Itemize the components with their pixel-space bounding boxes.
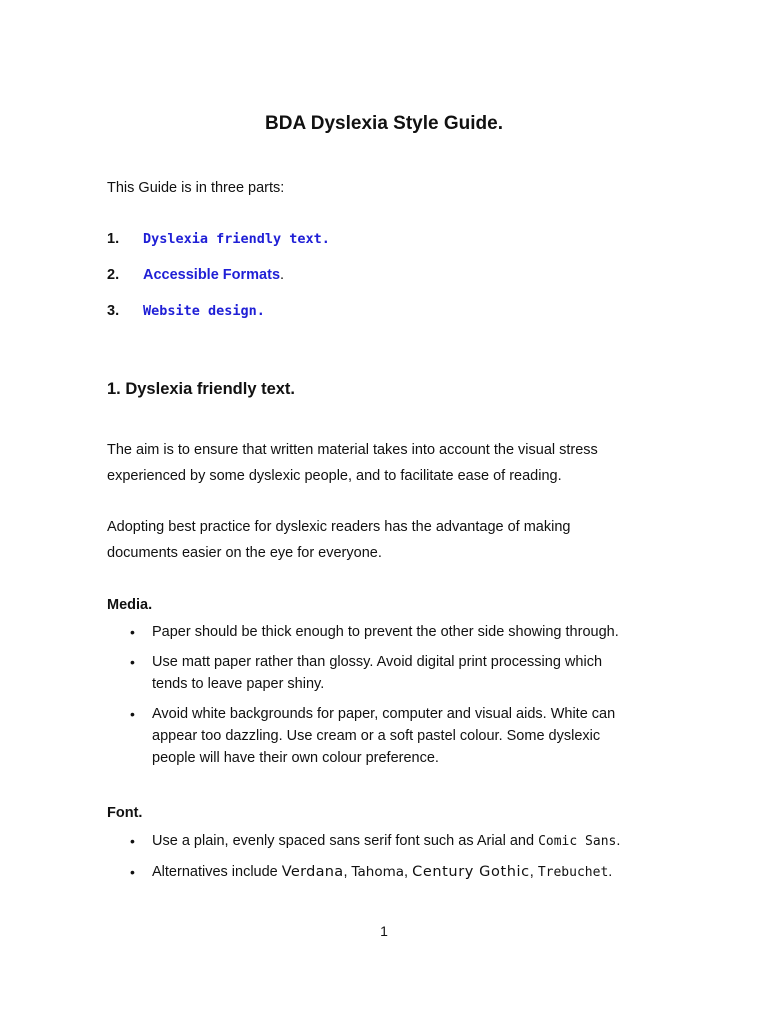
part-number-1: 1. [107, 231, 120, 247]
part-link-accessible-formats[interactable]: Accessible Formats [143, 267, 281, 283]
page-number: 1 [380, 923, 388, 939]
media-bullet-3-line1: Avoid white backgrounds for paper, computer and visual aids. White can [152, 706, 616, 722]
media-bullet-2-line2: tends to leave paper shiny. [152, 676, 325, 692]
intro-text: This Guide is in three parts: [107, 180, 285, 196]
para2-line2: documents easier on the eye for everyone. [107, 545, 382, 561]
para2-line1: Adopting best practice for dyslexic readers has the advantage of making [107, 519, 571, 535]
separator: , [404, 864, 413, 880]
section-heading: 1. Dyslexia friendly text. [107, 380, 296, 398]
trebuchet-sample: Trebuchet [537, 865, 609, 880]
media-bullet-2-line1: Use matt paper rather than glossy. Avoid digital print processing which [152, 654, 603, 670]
media-bullet-3-line3: people will have their own colour preference. [152, 750, 439, 766]
media-bullet-1: Paper should be thick enough to prevent the other side showing through. [152, 624, 619, 640]
font-bullet-2 [152, 861, 612, 884]
part-number-3: 3. [107, 303, 120, 319]
font-bullet-1-text: Use a plain, evenly spaced sans serif font such as Arial and [152, 833, 539, 849]
verdana-sample: Verdana [281, 864, 344, 880]
para1-line2: experienced by some dyslexic people, and to facilitate ease of reading. [107, 468, 562, 484]
font-bullet-1-end: . [616, 833, 621, 849]
part-item-2 [143, 267, 284, 283]
para1-line1: The aim is to ensure that written material takes into account the visual stress [107, 442, 598, 458]
bullet-icon: • [130, 654, 135, 670]
separator: , [529, 864, 538, 880]
bullet-icon: • [130, 706, 135, 722]
tahoma-sample: Tahoma [351, 864, 405, 880]
part-suffix: . [280, 267, 285, 283]
page-title: BDA Dyslexia Style Guide. [265, 113, 503, 134]
comic-sans-sample: Comic Sans [538, 834, 617, 849]
media-heading: Media. [107, 597, 153, 613]
bullet-icon: • [130, 624, 135, 640]
separator: , [343, 864, 352, 880]
font-bullet-2-text: Alternatives include [152, 864, 282, 880]
font-bullet-1 [152, 830, 620, 853]
century-gothic-sample: Century Gothic [412, 864, 530, 880]
part-number-2: 2. [107, 267, 120, 283]
media-bullet-3-line2: appear too dazzling. Use cream or a soft pastel colour. Some dyslexic [152, 728, 601, 744]
font-heading: Font. [107, 805, 143, 821]
part-link-website-design[interactable]: Website design. [143, 303, 265, 319]
font-bullet-2-end: . [608, 864, 613, 880]
bullet-icon: • [130, 864, 135, 880]
bullet-icon: • [130, 833, 135, 849]
part-link-dyslexia-friendly-text[interactable]: Dyslexia friendly text. [143, 231, 330, 247]
